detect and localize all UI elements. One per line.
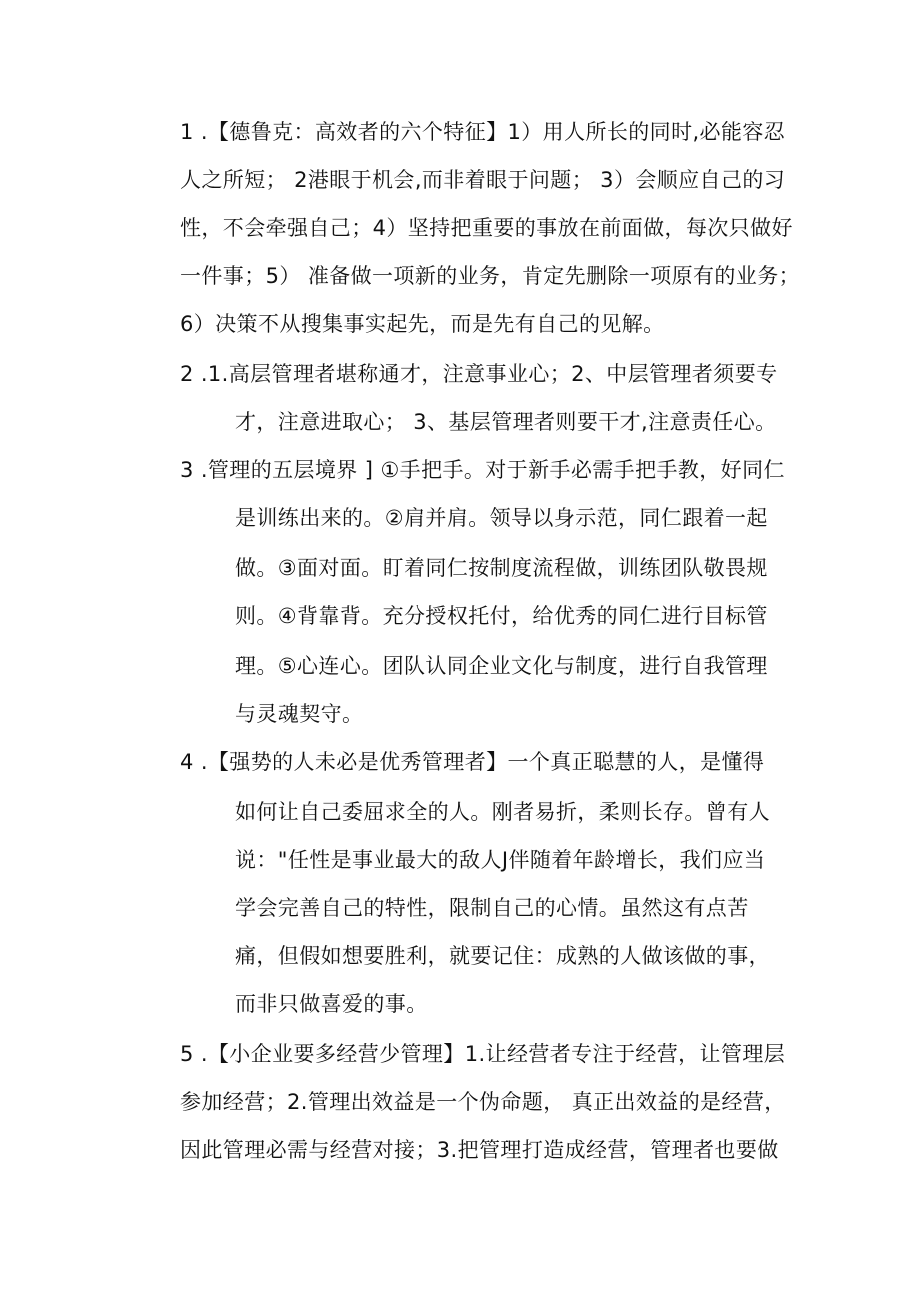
item-1-line-3: 性，不会牵强自己；4）坚持把重要的事放在前面做，每次只做好	[180, 216, 793, 240]
item-3-line-4: 则。④背靠背。充分授权托付，给优秀的同仁进行目标管	[235, 604, 768, 628]
item-4-line-1: 4 .【强势的人未必是优秀管理者】一个真正聪慧的人，是懂得	[180, 750, 765, 774]
item-4-line-3: 说："任性是事业最大的敌人J伴随着年龄增长，我们应当	[235, 848, 766, 872]
item-1-line-1: 1 .【德鲁克：高效者的六个特征】1）用人所长的同时,必能容忍	[180, 120, 786, 144]
item-4-line-6: 而非只做喜爱的事。	[235, 992, 428, 1016]
item-1-line-5: 6）决策不从搜集事实起先，而是先有自己的见解。	[180, 312, 665, 336]
item-4-line-5: 痛，但假如想要胜利，就要记住：成熟的人做该做的事，	[235, 944, 770, 968]
item-5-line-3: 因此管理必需与经营对接；3.把管理打造成经营，管理者也要做	[180, 1138, 779, 1162]
item-3-line-6: 与灵魂契守。	[235, 702, 364, 726]
item-2-line-1: 2 .1.高层管理者堪称通才，注意事业心；2、中层管理者须要专	[180, 362, 778, 386]
item-3-line-3: 做。③面对面。盯着同仁按制度流程做，训练团队敬畏规	[235, 556, 768, 580]
item-3-line-5: 理。⑤心连心。团队认同企业文化与制度，进行自我管理	[235, 654, 768, 678]
item-1-line-4: 一件事；5） 准备做一项新的业务，肯定先删除一项原有的业务；	[180, 264, 801, 288]
item-5-line-1: 5 .【小企业要多经营少管理】1.让经营者专注于经营，让管理层	[180, 1042, 786, 1066]
item-4-line-4: 学会完善自己的特性，限制自己的心情。虽然这有点苦	[235, 896, 749, 920]
item-2-line-2: 才，注意进取心； 3、基层管理者则要干才,注意责任心。	[235, 410, 777, 434]
item-4-line-2: 如何让自己委屈求全的人。刚者易折，柔则长存。曾有人	[235, 800, 770, 824]
item-3-line-1: 3 .管理的五层境界 ] ①手把手。对于新手必需手把手教，好同仁	[180, 458, 785, 482]
item-3-line-2: 是训练出来的。②肩并肩。领导以身示范，同仁跟着一起	[235, 506, 768, 530]
item-1-line-2: 人之所短； 2港眼于机会,而非着眼于问题； 3）会顺应自己的习	[180, 168, 786, 192]
item-5-line-2: 参加经营；2.管理出效益是一个伪命题， 真正出效益的是经营，	[180, 1090, 786, 1114]
